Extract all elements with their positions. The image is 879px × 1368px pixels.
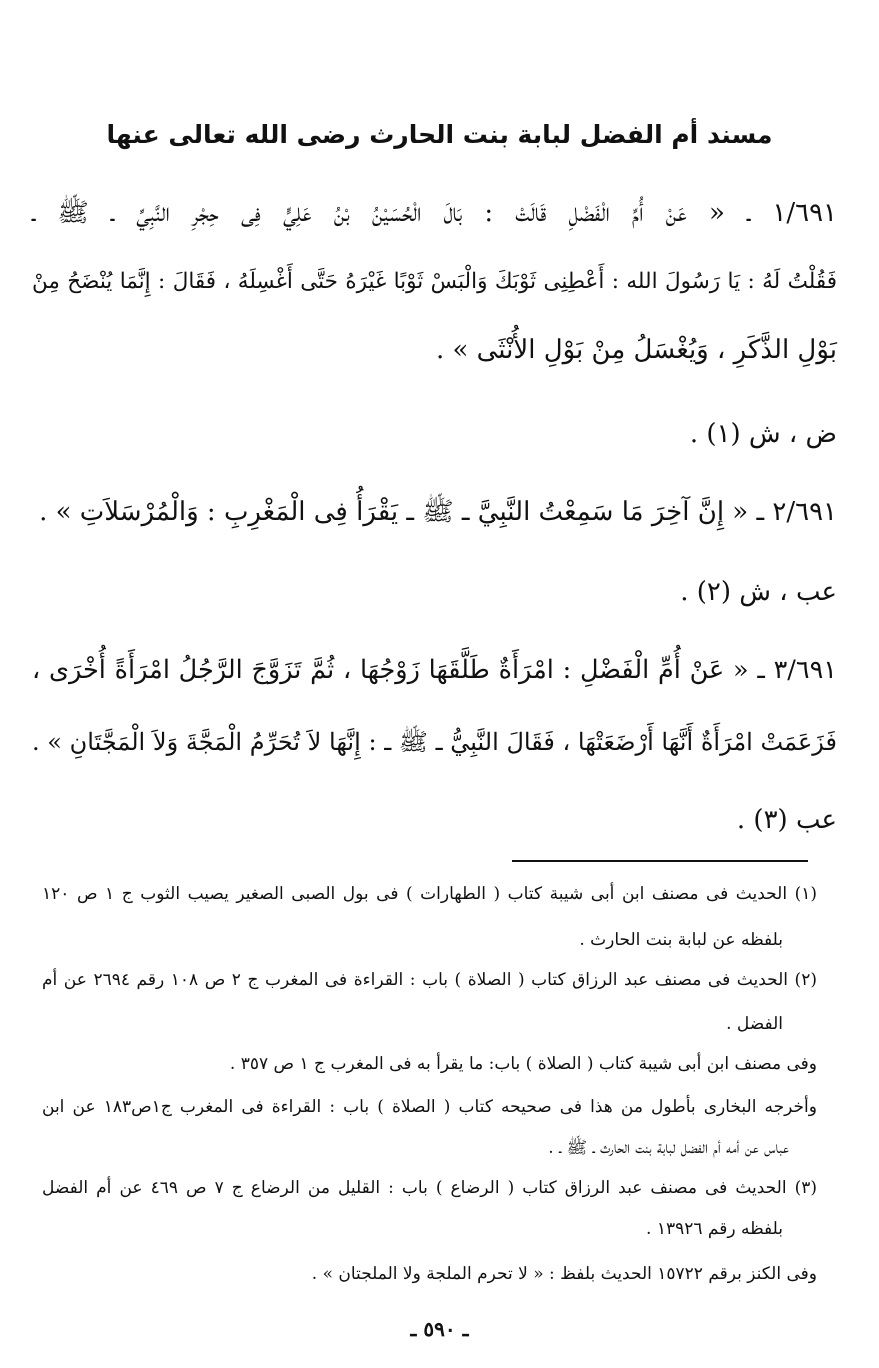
- footnote-2-line-1: (٢) الحديث فى مصنف عبد الرزاق كتاب ( الصلاة ) باب : القراءة فى المغرب ج ٢ ص ١٠٨ رقم ٢٦٩٤ عن أم: [42, 970, 817, 990]
- hadith-3-line-2: فَزَعَمَتْ امْرَأَةٌ أَنَّهَا أَرْضَعَتْهَا ، فَقَالَ النَّبِيُّ ـ ﷺ ـ : إِنَّهَا لاَ تُحَرِّمُ الْمَجَّةَ وَلاَ الْمَجَّتَانِ » .: [32, 728, 838, 756]
- footnote-2-line-4: وأخرجه البخارى بأطول من هذا فى صحيحه كتاب ( الصلاة ) باب : القراءة فى المغرب ج١ص١٨٣ عن ابن: [42, 1097, 817, 1117]
- hadith-1-line-1: ١/٦٩١ ـ « عَنْ أُمِّ الْفَضْلِ قَالَتْ : بَالَ الْحُسَيْنُ بْنُ عَلِيٍّ فِى حِجْرِ النَّبِيِّ ـ ﷺ ـ: [32, 198, 837, 228]
- footnote-1-line-1: (١) الحديث فى مصنف ابن أبى شيبة كتاب ( الطهارات ) فى بول الصبى الصغير يصيب الثوب ج ١ ص ١٢٠: [42, 884, 817, 904]
- hadith-1-source: ض ، ش (١) .: [689, 419, 837, 449]
- footnote-3-line-3: وفى الكنز برقم ١٥٧٢٢ الحديث بلفظ : « لا تحرم الملجة ولا الملجتان » .: [311, 1264, 817, 1284]
- page-title: مسند أم الفضل لبابة بنت الحارث رضى الله تعالى عنها: [106, 120, 773, 149]
- footnote-2-line-5: عباس عن أمه أم الفضل لبابة بنت الحارث ـ ﷺ ـ .: [548, 1138, 789, 1158]
- hadith-1-line-2: فَقُلْتُ لَهُ : يَا رَسُولَ الله : أَعْطِنِى ثَوْبَكَ وَالْبَسْ ثَوْبًا غَيْرَهُ حَتَّى أَغْسِلَهُ ، فَقَالَ : إِنَّمَا يُنْضَحُ مِنْ: [32, 269, 837, 294]
- hadith-2-source: عب ، ش (٢) .: [680, 577, 837, 607]
- hadith-3-source: عب (٣) .: [736, 805, 837, 835]
- hadith-1-line-3: بَوْلِ الذَّكَرِ ، وَيُغْسَلُ مِنْ بَوْلِ الأُنْثَى » .: [435, 335, 837, 365]
- page-number: ـ ٥٩٠ ـ: [410, 1317, 469, 1341]
- footnote-2-line-3: وفى مصنف ابن أبى شيبة كتاب ( الصلاة ) باب: ما يقرأ به فى المغرب ج ١ ص ٣٥٧ .: [229, 1054, 817, 1074]
- footnote-3-line-2: بلفظه رقم ١٣٩٢٦ .: [646, 1219, 783, 1239]
- footnote-3-line-1: (٣) الحديث فى مصنف عبد الرزاق كتاب ( الرضاع ) باب : القليل من الرضاع ج ٧ ص ٤٦٩ عن أم الفضل: [42, 1178, 817, 1198]
- footnote-1-line-2: بلفظه عن لبابة بنت الحارث .: [579, 930, 783, 950]
- footnote-separator: [512, 860, 808, 862]
- footnote-2-line-2: الفضل .: [726, 1014, 783, 1034]
- hadith-3-line-1: ٣/٦٩١ ـ « عَنْ أُمِّ الْفَضْلِ : امْرَأَةٌ طَلَّقَهَا زَوْجُهَا ، ثُمَّ تَزَوَّجَ الرَّجُلُ امْرَأَةً أُخْرَى ،: [32, 655, 837, 685]
- hadith-2-line-1: ٢/٦٩١ ـ « إِنَّ آخِرَ مَا سَمِعْتُ النَّبِيَّ ـ ﷺ ـ يَقْرَأُ فِى الْمَغْرِبِ : وَالْمُرْسَلاَتِ » .: [39, 497, 837, 527]
